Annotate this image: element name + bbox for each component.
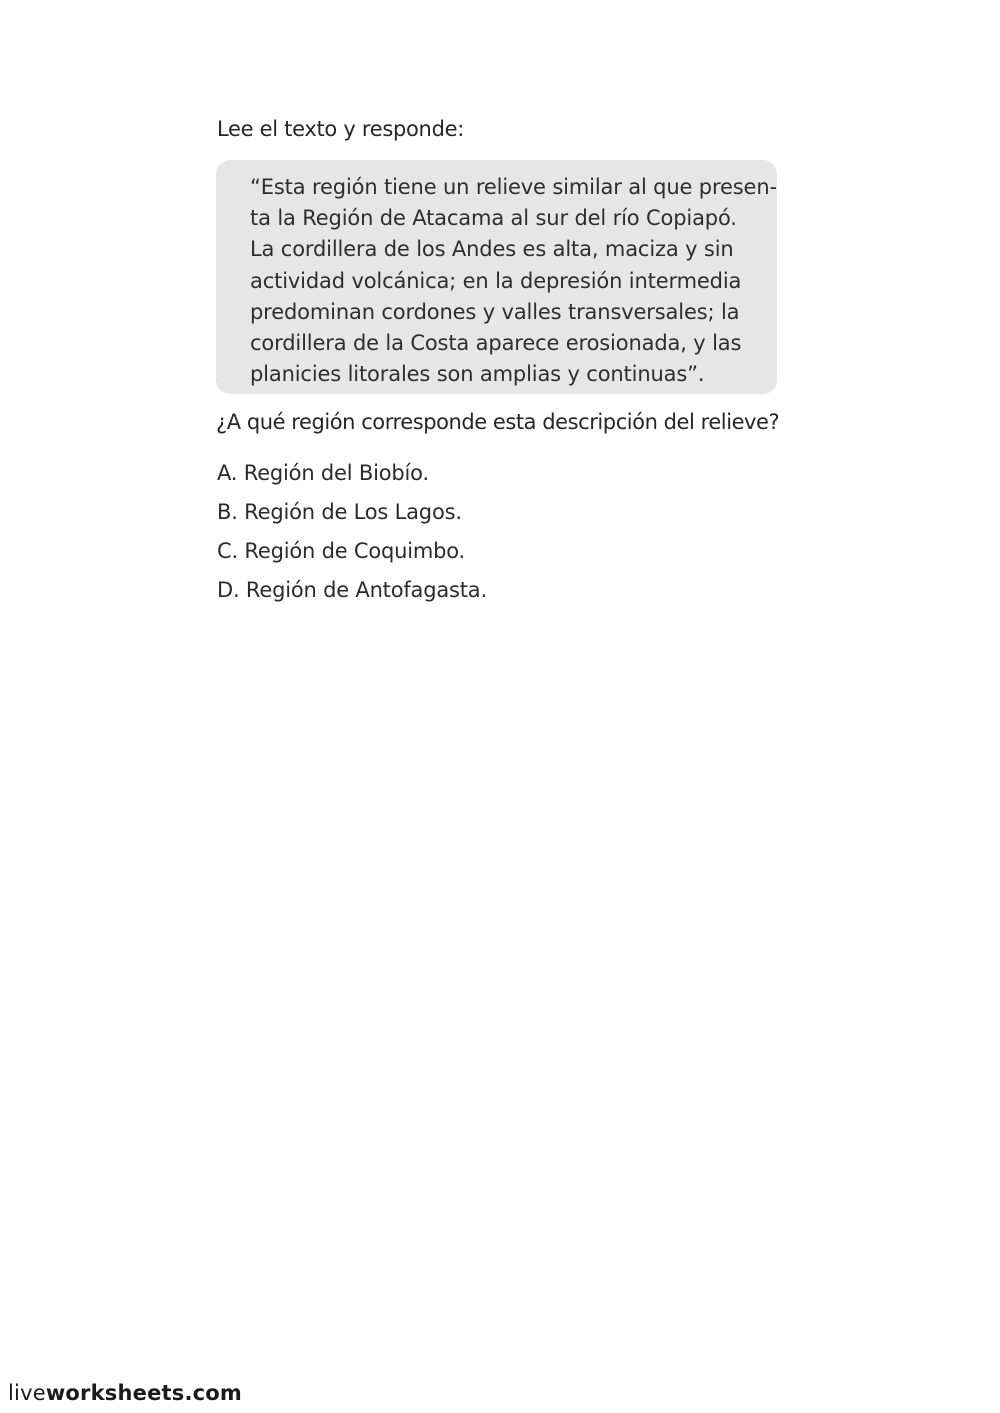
quote-line: “Esta región tiene un relieve similar al que presen- xyxy=(250,175,777,199)
quote-line: planicies litorales son amplias y continuas”. xyxy=(250,362,705,387)
option-a[interactable]: A. Región del Biobío. xyxy=(217,461,429,485)
logo-bold: worksheets.com xyxy=(45,1381,242,1405)
quote-line: actividad volcánica; en la depresión intermedia xyxy=(250,268,742,293)
option-b[interactable]: B. Región de Los Lagos. xyxy=(217,500,462,524)
quote-line: ta la Región de Atacama al sur del río Copiapó. xyxy=(250,206,737,231)
quote-line: La cordillera de los Andes es alta, maciza y sin xyxy=(250,237,734,262)
liveworksheets-logo[interactable] xyxy=(8,1381,242,1405)
question-text: ¿A qué región corresponde esta descripción del relieve? xyxy=(216,410,780,434)
answer-options xyxy=(217,454,487,610)
logo-prefix: live xyxy=(8,1381,46,1405)
instruction-text: Lee el texto y responde: xyxy=(217,117,464,141)
quote-line: predominan cordones y valles transversales; la xyxy=(250,299,740,324)
option-c[interactable]: C. Región de Coquimbo. xyxy=(217,539,466,563)
quote-line: cordillera de la Costa aparece erosionada, y las xyxy=(250,331,742,356)
quote-box xyxy=(216,160,777,394)
option-d[interactable]: D. Región de Antofagasta. xyxy=(217,578,487,602)
